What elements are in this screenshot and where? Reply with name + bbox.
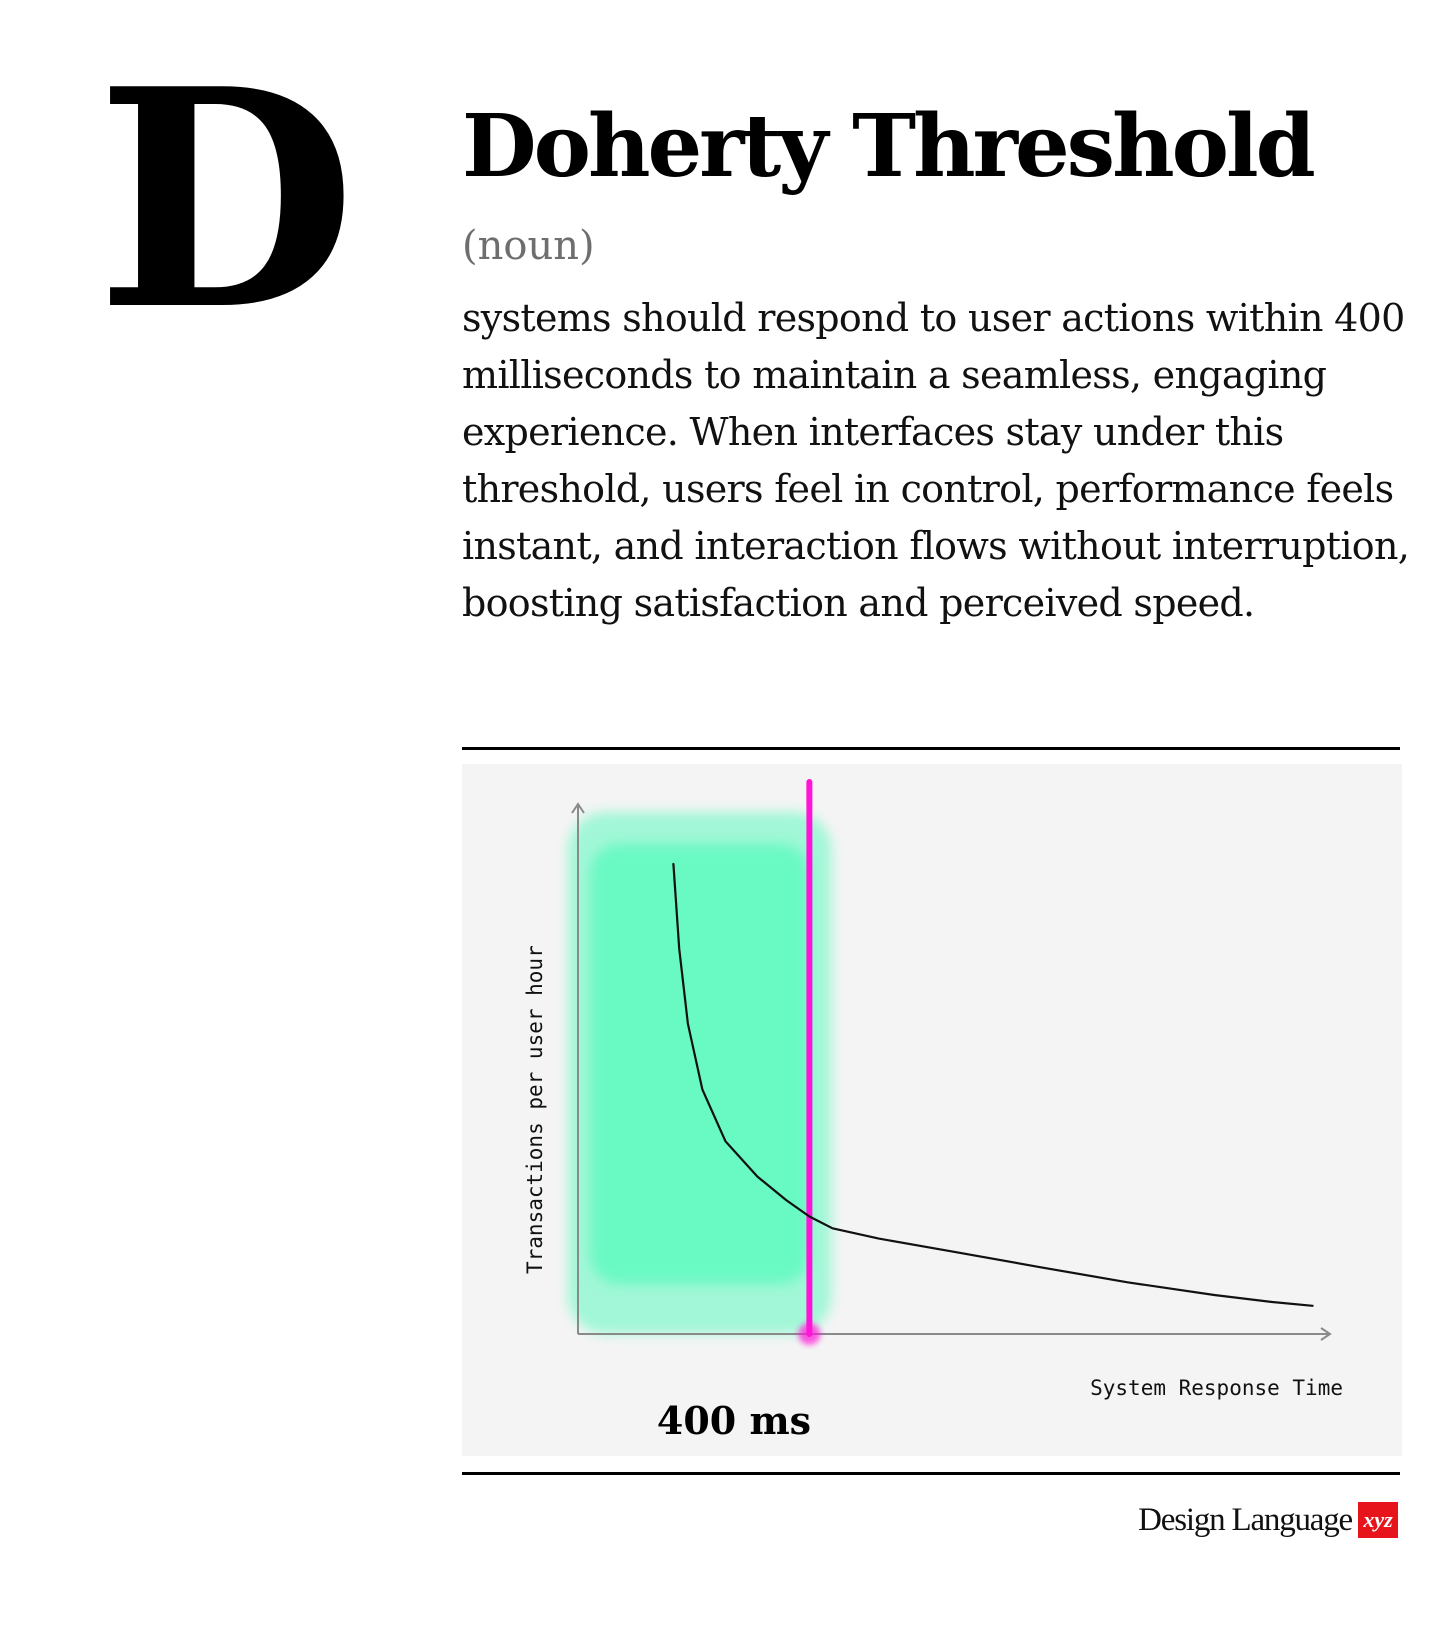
term-title: Doherty Threshold bbox=[462, 96, 1313, 197]
highlight-region-inner bbox=[590, 844, 809, 1284]
brand-signature bbox=[1138, 1500, 1398, 1540]
response-time-chart bbox=[462, 764, 1402, 1456]
brand-badge: xyz bbox=[1358, 1502, 1398, 1538]
threshold-label: 400 ms bbox=[656, 1398, 812, 1443]
top-divider bbox=[462, 747, 1400, 750]
drop-initial: D bbox=[96, 23, 351, 376]
brand-name: Design Language bbox=[1138, 1502, 1352, 1538]
x-axis-label: System Response Time bbox=[1090, 1376, 1343, 1400]
chart-panel bbox=[462, 764, 1402, 1456]
part-of-speech: (noun) bbox=[462, 223, 595, 269]
bottom-divider bbox=[462, 1472, 1400, 1475]
definition-text: systems should respond to user actions within 400 milliseconds to maintain a seamless, engaging experience. When interfaces stay under this threshold, users feel in control, performance feels instant, and interaction flows without interruption, boosting satisfaction and perceived speed. bbox=[462, 296, 1410, 625]
y-axis-label: Transactions per user hour bbox=[523, 945, 547, 1274]
threshold-dot bbox=[798, 1323, 820, 1345]
